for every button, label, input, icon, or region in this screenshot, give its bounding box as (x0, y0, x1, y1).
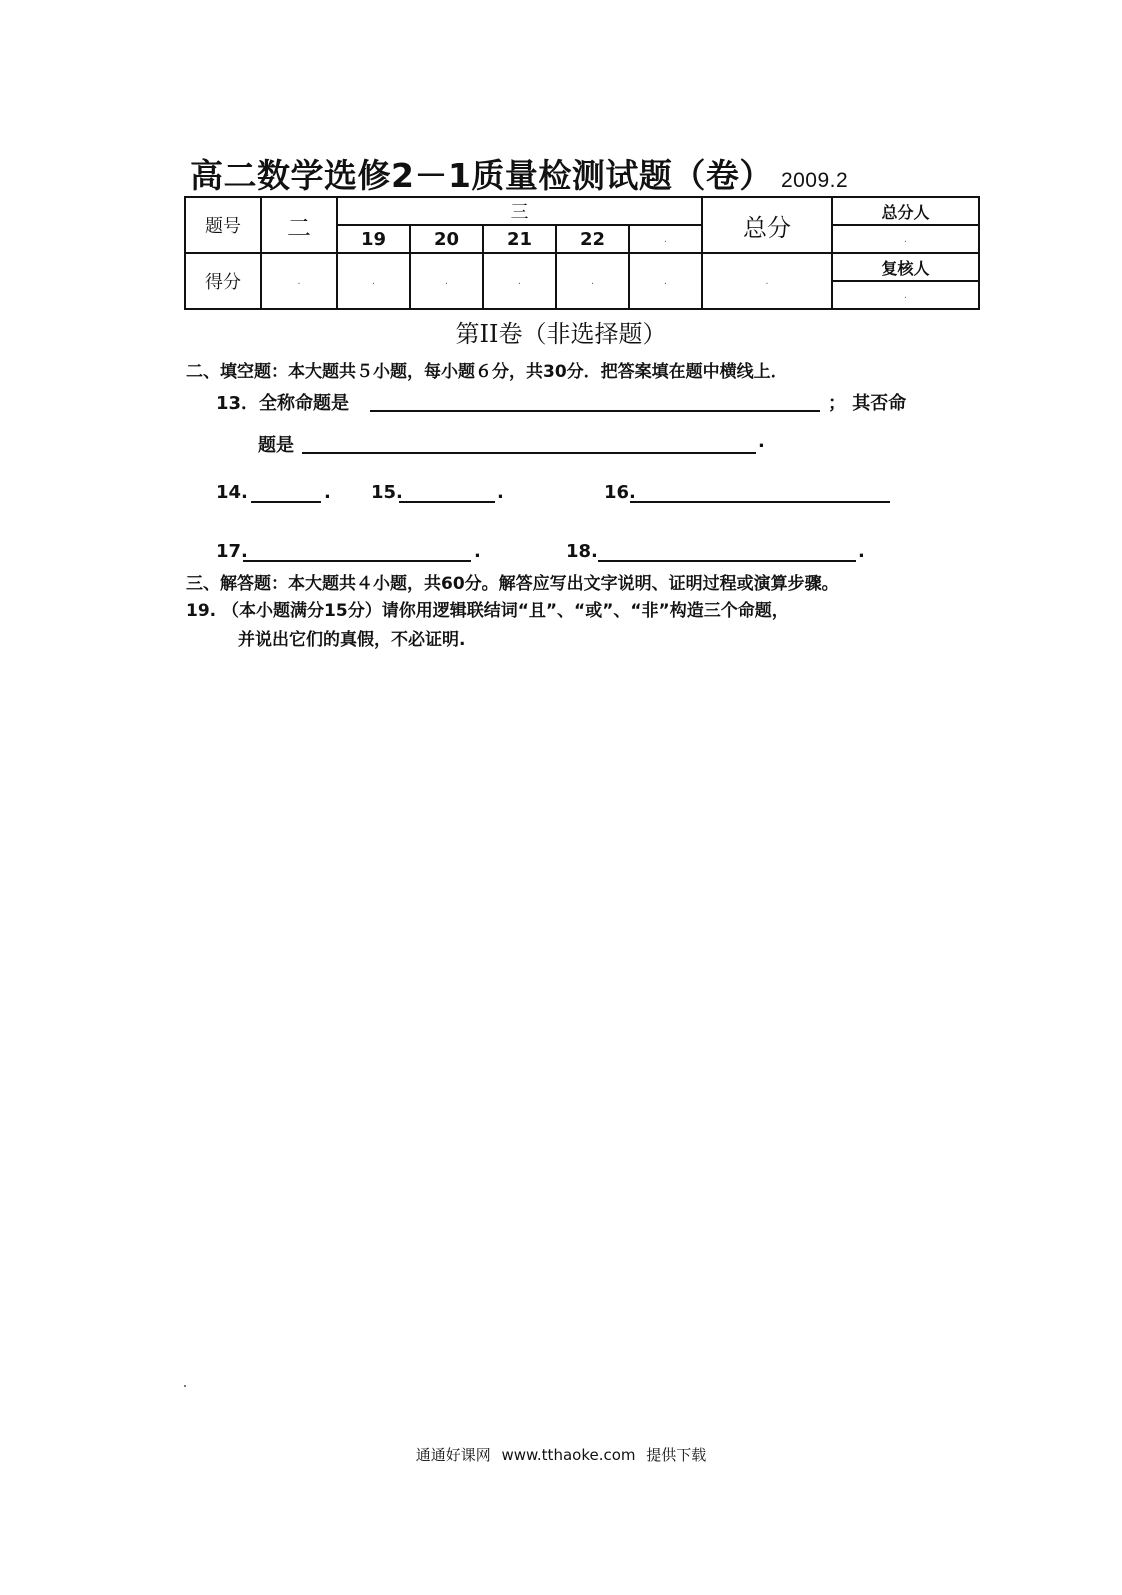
score-table (184, 196, 980, 310)
q15-label: 15. (371, 482, 403, 503)
score-cell-20: . (410, 253, 483, 309)
question-19-header: 19 (337, 225, 410, 253)
solve-heading: 三、解答题：本大题共４小题，共60分。解答应写出文字说明、证明过程或演算步骤。 (186, 574, 839, 594)
footer-site-name: 通通好课网 (415, 1446, 491, 1464)
fill-in-heading: 二、填空题：本大题共５小题，每小题６分，共30分．把答案填在题中横线上． (186, 362, 788, 382)
score-cell-total: . (702, 253, 832, 309)
q14-answer-blank[interactable] (251, 499, 321, 503)
score-cell-21: . (483, 253, 556, 309)
extra-column-header: . (629, 225, 702, 253)
q13-line2-label: 题是 (258, 435, 294, 456)
total-person-cell: . (832, 225, 979, 253)
score-cell-part-two: . (261, 253, 337, 309)
q13-continued: ； 其否命 (828, 393, 907, 414)
question-22-header: 22 (556, 225, 629, 253)
question-number-label: 题号 (185, 197, 261, 253)
question-21-header: 21 (483, 225, 556, 253)
q19-line-1: 19. （本小题满分15分）请你用逻辑联结词“且”、“或”、“非”构造三个命题， (186, 601, 789, 621)
q13-period: . (758, 431, 765, 452)
q13-answer-blank-2[interactable] (302, 450, 756, 454)
score-cell-22: . (556, 253, 629, 309)
question-20-header: 20 (410, 225, 483, 253)
q17-answer-blank[interactable] (243, 558, 471, 562)
q17-label: 17. (216, 541, 248, 562)
footer-url[interactable]: www.tthaoke.com (501, 1446, 636, 1464)
q18-label: 18. (566, 541, 598, 562)
exam-date: 2009.2 (780, 169, 849, 192)
part-three-header: 三 (337, 197, 702, 225)
section-title: 第II卷（非选择题） (455, 320, 667, 348)
q19-line-2: 并说出它们的真假，不必证明. (238, 630, 466, 650)
total-person-label: 总分人 (832, 197, 979, 225)
page-title (190, 150, 848, 197)
q14-period: . (324, 482, 331, 503)
q15-period: . (497, 482, 504, 503)
q16-answer-blank[interactable] (630, 499, 890, 503)
reviewer-cell: . (832, 281, 979, 309)
part-two-header: 二 (261, 197, 337, 253)
q16-label: 16. (604, 482, 636, 503)
total-score-label: 总分 (702, 197, 832, 253)
q18-period: . (858, 541, 865, 562)
q15-answer-blank[interactable] (399, 499, 495, 503)
page-footer (0, 1444, 1122, 1465)
exam-title: 高二数学选修2－1质量检测试题（卷） (190, 156, 773, 195)
q14-label: 14. (216, 482, 248, 503)
reviewer-label: 复核人 (832, 253, 979, 281)
q17-period: . (474, 541, 481, 562)
q13-answer-blank-1[interactable] (370, 408, 820, 412)
footer-suffix: 提供下载 (646, 1446, 707, 1464)
score-cell-extra: . (629, 253, 702, 309)
q13-label: 13．全称命题是 (216, 393, 350, 414)
score-cell-19: . (337, 253, 410, 309)
score-label: 得分 (185, 253, 261, 309)
q18-answer-blank[interactable] (598, 558, 856, 562)
scan-speck (184, 1385, 186, 1387)
